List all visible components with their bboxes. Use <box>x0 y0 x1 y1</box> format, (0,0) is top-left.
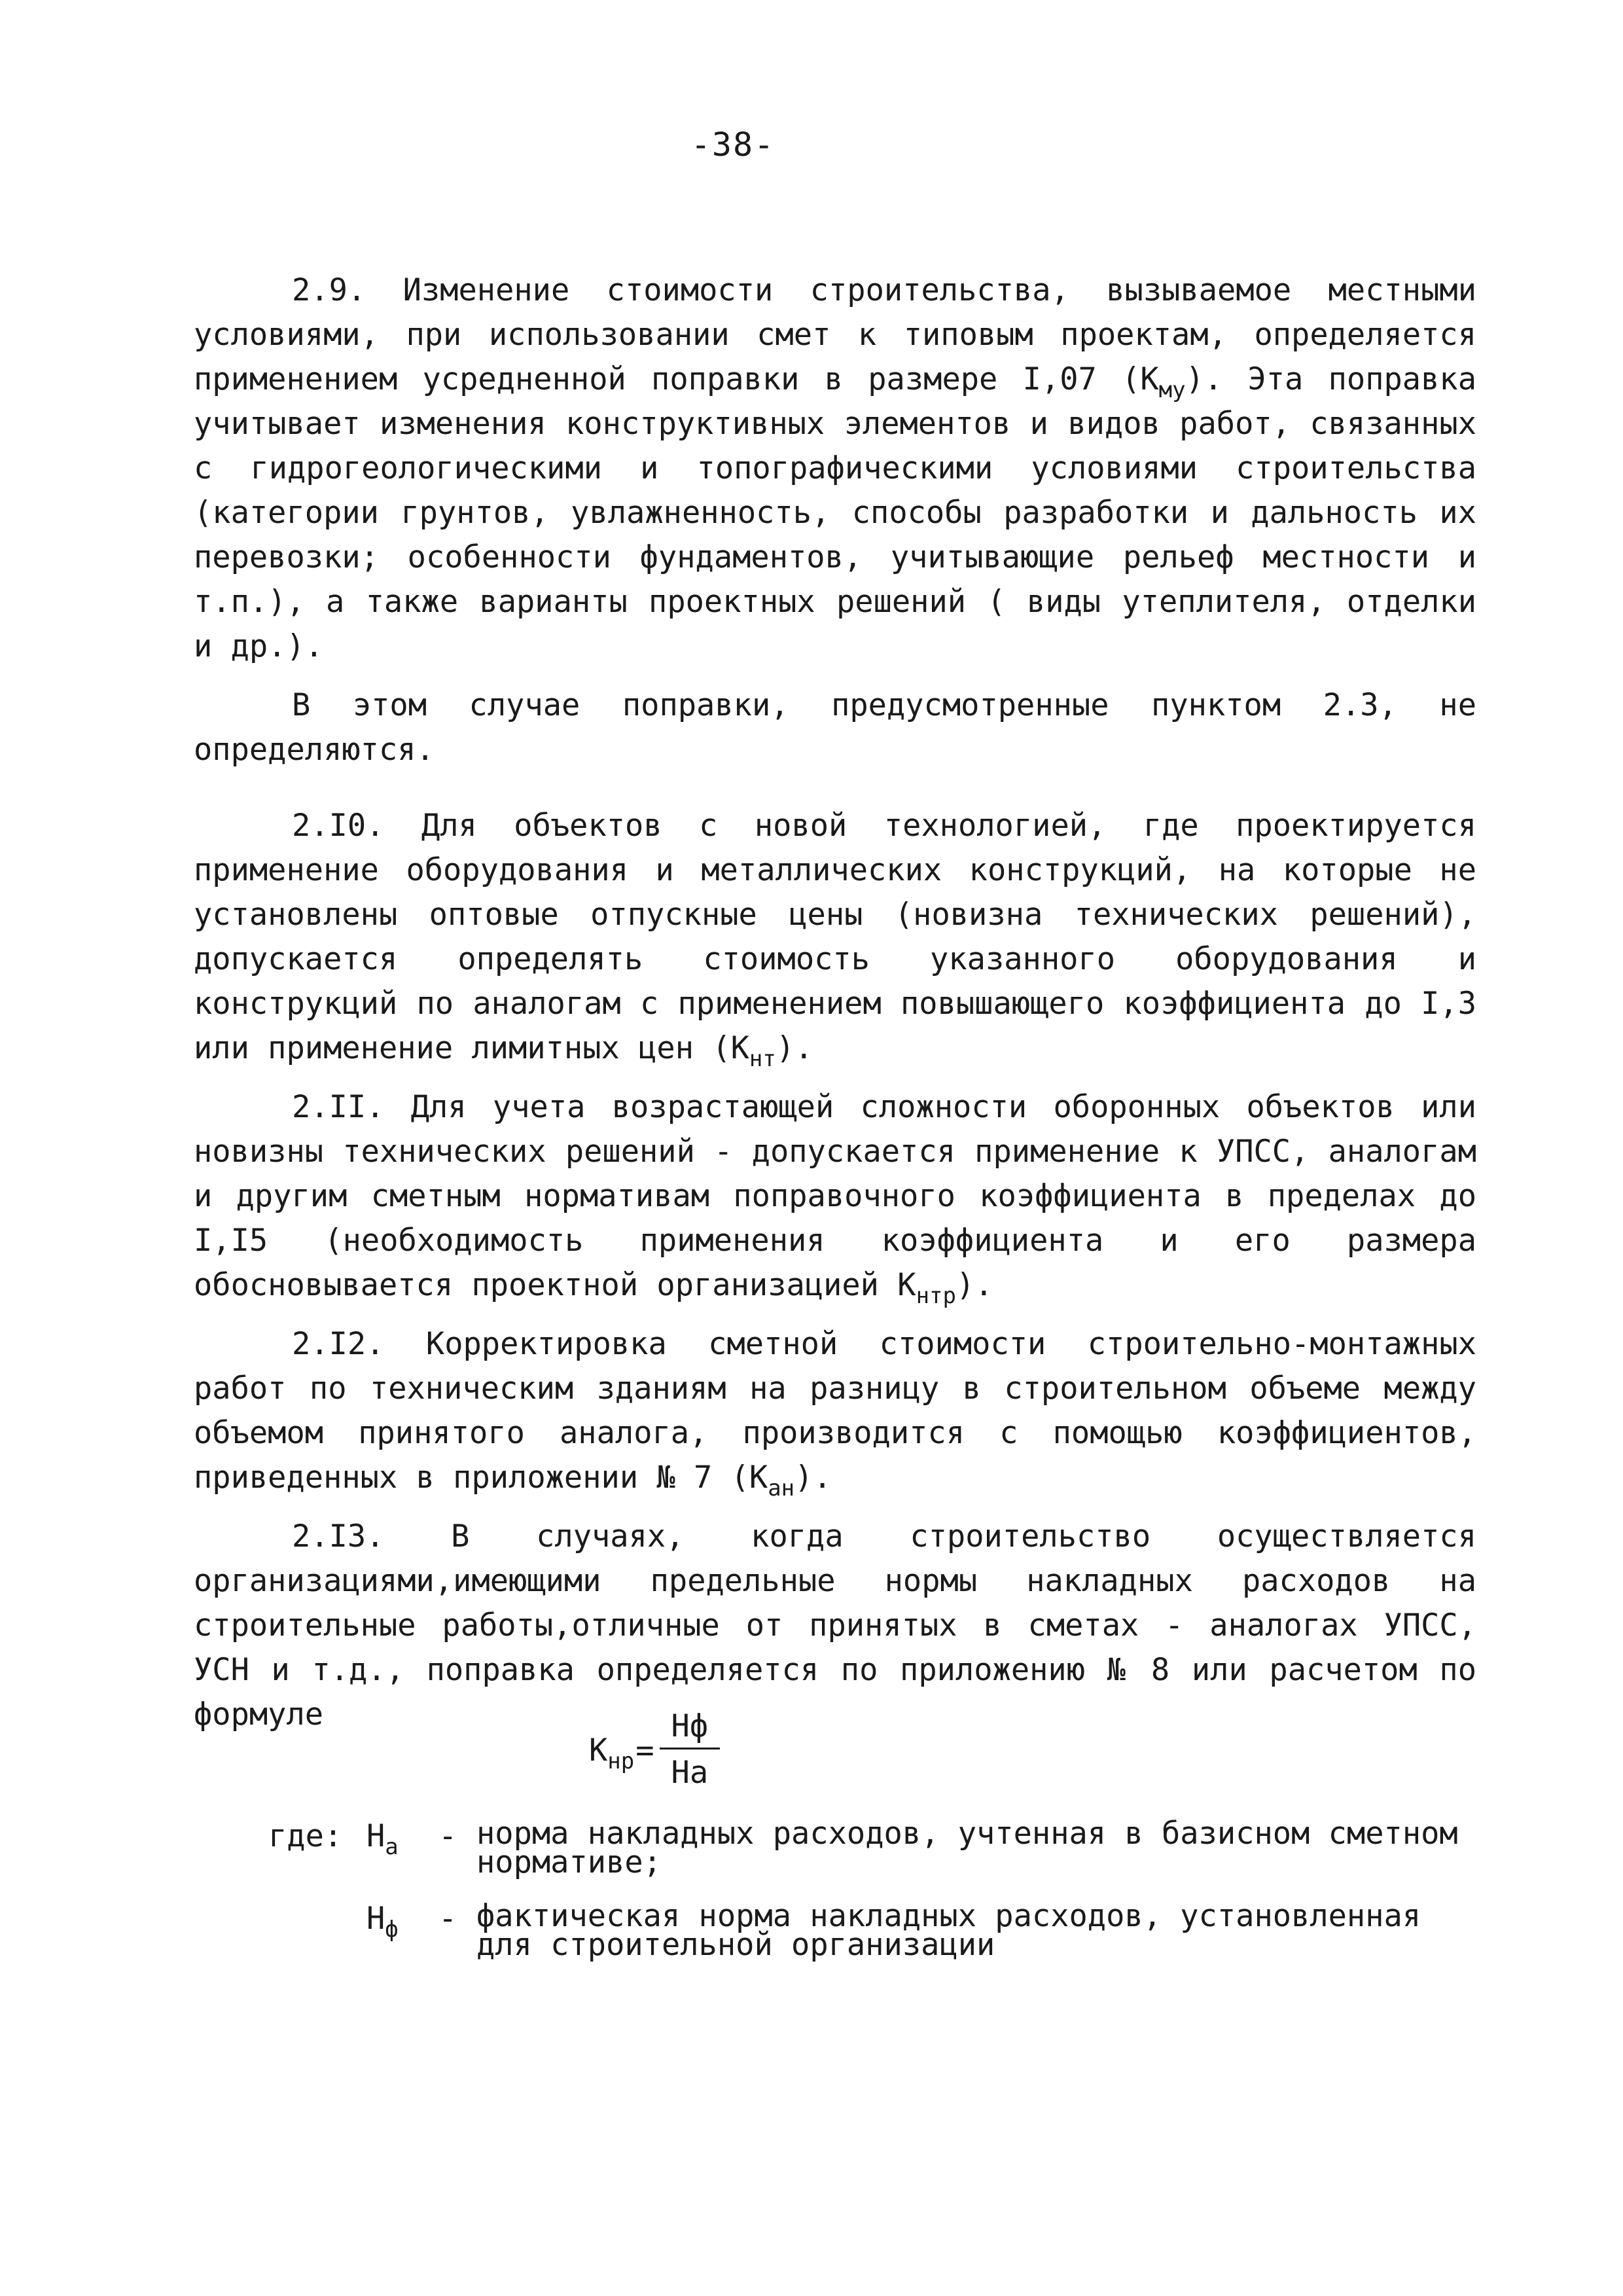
text-run: В этом случае поправки, предусмотренные пунктом 2.3, не определяются. <box>194 687 1476 768</box>
legend-symbol-subscript: ф <box>385 1916 399 1943</box>
text-run: 2.I0. Для объектов с новой технологией, где проектируется применение оборудования и металлических конструкций, на которые не установлены оптовые отпускные цены (новизна технических решений), допускается определять стоимость указанного оборудования и конструкций по аналогам с применением повышающего коэффициента до I,3 или применение лимитных цен (К <box>194 808 1476 1066</box>
text-run: ). <box>794 1460 832 1496</box>
formula-denominator: На <box>671 1755 709 1791</box>
subscript: ан <box>768 1475 795 1501</box>
paragraph-2-9-note <box>194 683 1476 772</box>
legend-dash: - <box>438 1901 457 1937</box>
formula-lhs-subscript: нр <box>607 1748 635 1774</box>
formula-equals: = <box>635 1732 654 1768</box>
legend-description: фактическая норма накладных расходов, установленная для строительной организации <box>476 1898 1421 1963</box>
legend-symbol-letter: Н <box>366 1901 385 1937</box>
legend-row-na <box>268 1816 1486 1880</box>
paragraph-2-10 <box>194 804 1476 1071</box>
legend-description: норма накладных расходов, учтенная в базисном сметном нормативе; <box>476 1816 1458 1880</box>
legend-lead: где: <box>268 1818 343 1854</box>
paragraph-2-9 <box>194 268 1476 669</box>
legend-symbol-letter: Н <box>366 1818 385 1854</box>
formula-lhs <box>589 1732 635 1774</box>
formula-legend <box>268 1816 1486 1984</box>
text-run: ). <box>955 1267 993 1303</box>
formula-fraction <box>660 1708 721 1793</box>
paragraph-2-13 <box>194 1515 1476 1737</box>
formula-numerator: Нф <box>660 1708 721 1749</box>
subscript: нт <box>749 1046 776 1072</box>
text-run: ). Эта поправка учитывает изменения конструктивных элементов и видов работ, связанных с гидрогеологическими и топографическими условиями строительства (категории грунтов, увлажненность, способы разработки и дальность их перевозки; особенности фундаментов, учитывающие рельеф местности и т.п.), а также варианты проектных решений ( виды утеплителя, отделки и др.). <box>194 361 1476 664</box>
formula-lhs-symbol: К <box>589 1732 608 1768</box>
body-text <box>194 268 1476 1751</box>
overhead-formula <box>589 1708 720 1793</box>
subscript: нтр <box>916 1283 956 1309</box>
paragraph-2-12 <box>194 1322 1476 1500</box>
subscript: му <box>1158 377 1186 403</box>
legend-row-nf <box>268 1898 1486 1963</box>
legend-symbol <box>366 1818 438 1860</box>
text-run: 2.II. Для учета возрастающей сложности оборонных объектов или новизны технических решений - допускается применение к УПСС, аналогам и другим сметным нормативам поправочного коэффициента в пределах до I,I5 (необходимость применения коэффициента и его размера обосновывается проектной организацией К <box>194 1089 1476 1303</box>
text-run: 2.I2. Корректировка сметной стоимости строительно-монтажных работ по техническим зданиям на разницу в строительном объеме между объемом принятого аналога, производится с помощью коэффициентов, приведенных в приложении № 7 (К <box>194 1326 1476 1496</box>
page-number: -38- <box>690 126 776 164</box>
legend-symbol-subscript: а <box>385 1834 399 1860</box>
legend-dash: - <box>438 1818 457 1854</box>
text-run: 2.9. Изменение стоимости строительства, вызываемое местными условиями, при использовании смет к типовым проектам, определяется применением усредненной поправки в размере I,07 (К <box>194 272 1476 397</box>
paragraph-2-11 <box>194 1085 1476 1308</box>
legend-symbol <box>366 1901 438 1943</box>
text-run: ). <box>776 1030 813 1066</box>
text-run: 2.I3. В случаях, когда строительство осуществляется организациями,имеющими предельные нормы накладных расходов на строительные работы,отличные от принятых в сметах - аналогах УПСС, УСН и т.д., поправка определяется по приложению № 8 или расчетом по формуле <box>194 1518 1476 1732</box>
